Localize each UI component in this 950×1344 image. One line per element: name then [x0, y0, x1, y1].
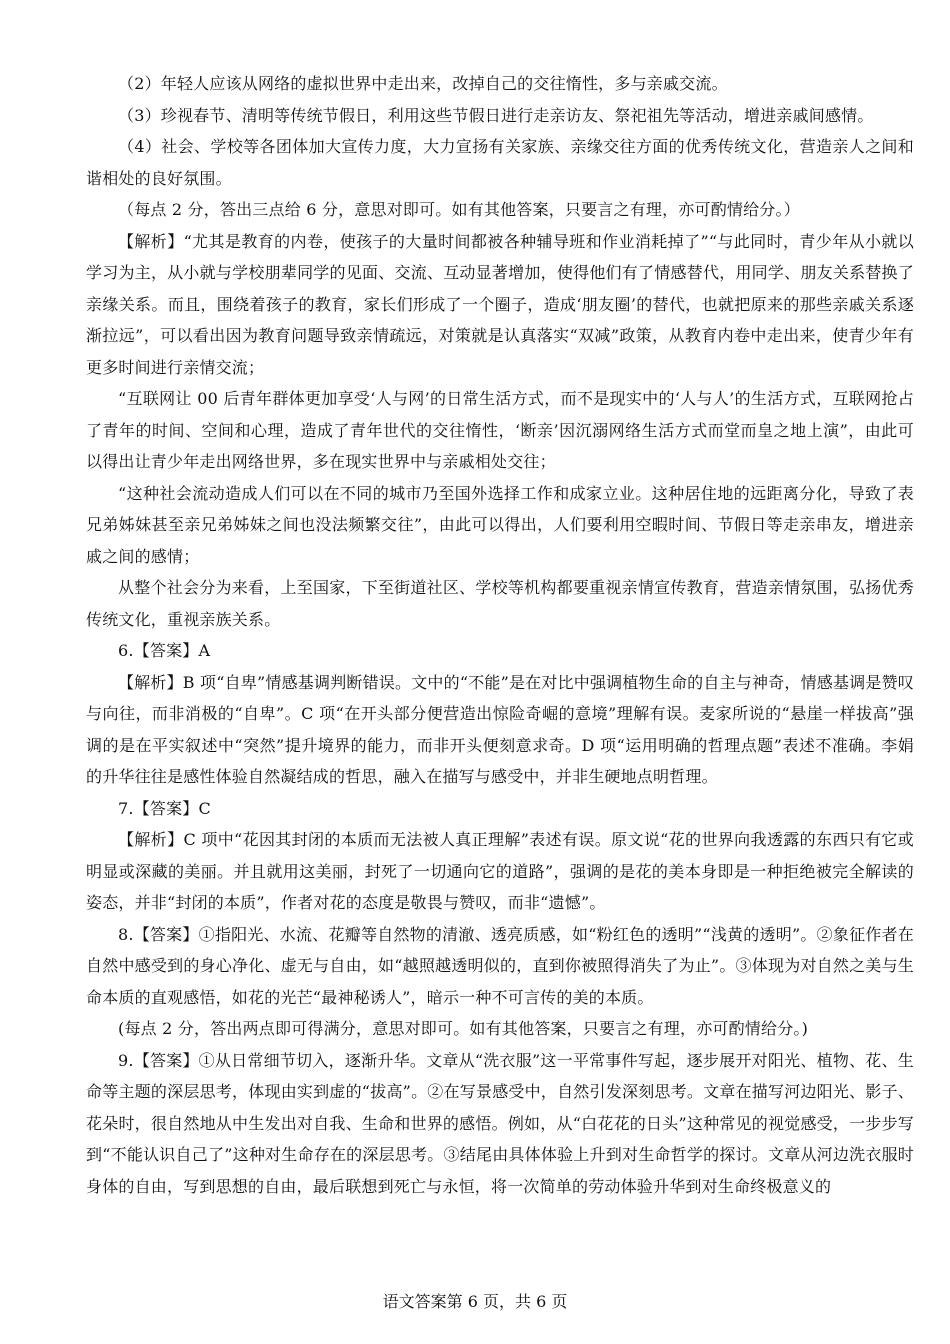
question-6-answer: 6.【答案】A — [118, 641, 211, 660]
analysis-paragraph: 【解析】“尤其是教育的内卷，使孩子的大量时间都被各种辅导班和作业消耗掉了”“与此同时，青少年从小就以学习为主，从小就与学校朋辈同学的见面、交流、互动显著增加，使得他们有了情感替代，用同学、朋友关系替换了亲缘关系。而且，围绕着孩子的教育，家长们形成了一个圈子，造成‘朋友圈’的替代，也就把原来的那些亲戚关系逐渐拉远”，可以看出因为教育问题导致亲情疏远，对策就是认真落实“双减”政策，从教育内卷中走出来，使青少年有更多时间进行亲情交流； — [86, 231, 914, 377]
question-8-scoring-note: (每点 2 分，答出两点即可得满分，意思对即可。如有其他答案，只要言之有理，亦可酌情给分。) — [118, 1019, 809, 1038]
answer-point-4: （4）社会、学校等各团体加大宣传力度，大力宣扬有关家族、亲缘交往方面的优秀传统文化，营造亲人之间和谐相处的良好氛围。 — [86, 137, 914, 188]
question-7-answer: 7.【答案】C — [118, 798, 211, 818]
question-6-analysis: 【解析】B 项“自卑”情感基调判断错误。文中的“不能”是在对比中强调植物生命的自主与神奇，情感基调是赞叹与向往，而非消极的“自卑”。C 项“在开头部分便营造出惊险奇崛的意境”理解有误。麦家所说的“悬崖一样拔高”强调的是在平实叙述中“突然”提升境界的能力，而非开头便刻意求奇。D 项“运用明确的哲理点题”表述不准确。李娟的升华往往是感性体验自然凝结成的哲思，融入在描写与感受中，并非生硬地点明哲理。 — [86, 672, 914, 786]
answer-point-3: （3）珍视春节、清明等传统节假日，利用这些节假日进行走亲访友、祭祀祖先等活动，增进亲戚间感情。 — [118, 105, 874, 125]
analysis-paragraph: “互联网让 00 后青年群体更加享受‘人与网’的日常生活方式，而不是现实中的‘人与人’的生活方式，互联网抢占了青年的时间、空间和心理，造成了青年世代的交往惰性，‘断亲’因沉溺网络生活方式而堂而皇之地上演”，由此可以得出让青少年走出网络世界，多在现实世界中与亲戚相处交往； — [86, 389, 914, 471]
answer-point-2: （2）年轻人应该从网络的虚拟世界中走出来，改掉自己的交往惰性，多与亲戚交流。 — [118, 74, 728, 93]
question-9-answer: 9.【答案】①从日常细节切入，逐渐升华。文章从“洗衣服”这一平常事件写起，逐步展开对阳光、植物、花、生命等主题的深层思考，体现由实到虚的“拔高”。②在写景感受中，自然引发深刻思考。文章在描写河边阳光、影子、花朵时，很自然地从中生发出对自我、生命和世界的感悟。例如，从“白花花的日头”这种常见的视觉感受，一步步写到“不能认识自己了”这种对生命存在的深层思考。③结尾由具体体验上升到对生命哲学的探讨。文章从河边洗衣服时身体的自由，写到思想的自由，最后联想到死亡与永恒，将一次简单的劳动体验升华到对生命终极意义的 — [86, 1050, 914, 1196]
scoring-note: （每点 2 分，答出三点给 6 分，意思对即可。如有其他答案，只要言之有理，亦可酌情给分。） — [118, 200, 800, 219]
page-footer: 语文答案第 6 页，共 6 页 — [382, 1292, 568, 1311]
analysis-paragraph: “这种社会流动造成人们可以在不同的城市乃至国外选择工作和成家立业。这种居住地的远距离分化，导致了表兄弟姊妹甚至亲兄弟姊妹之间也没法频繁交往”，由此可以得出，人们要利用空暇时间、节假日等走亲串友，增进亲戚之间的感情； — [86, 483, 914, 566]
answer-body — [86, 68, 914, 1202]
question-8-answer: 8.【答案】①指阳光、水流、花瓣等自然物的清澈、透亮质感，如“粉红色的透明”“浅黄的透明”。②象征作者在自然中感受到的身心净化、虚无与自由，如“越照越透明似的，直到你被照得消失了为止”。③体现为对自然之美与生命本质的直观感悟，如花的光芒“最神秘诱人”，暗示一种不可言传的美的本质。 — [86, 924, 914, 1007]
question-7-analysis: 【解析】C 项中“花因其封闭的本质而无法被人真正理解”表述有误。原文说“花的世界向我透露的东西只有它或明显或深藏的美丽。并且就用这美丽，封死了一切通向它的道路”，强调的是花的美本身即是一种拒绝被完全解读的姿态，并非“封闭的本质”，作者对花的态度是敬畏与赞叹，而非“遗憾”。 — [86, 830, 914, 912]
analysis-paragraph: 从整个社会分为来看，上至国家，下至街道社区、学校等机构都要重视亲情宣传教育，营造亲情氛围，弘扬优秀传统文化，重视亲族关系。 — [86, 578, 914, 629]
